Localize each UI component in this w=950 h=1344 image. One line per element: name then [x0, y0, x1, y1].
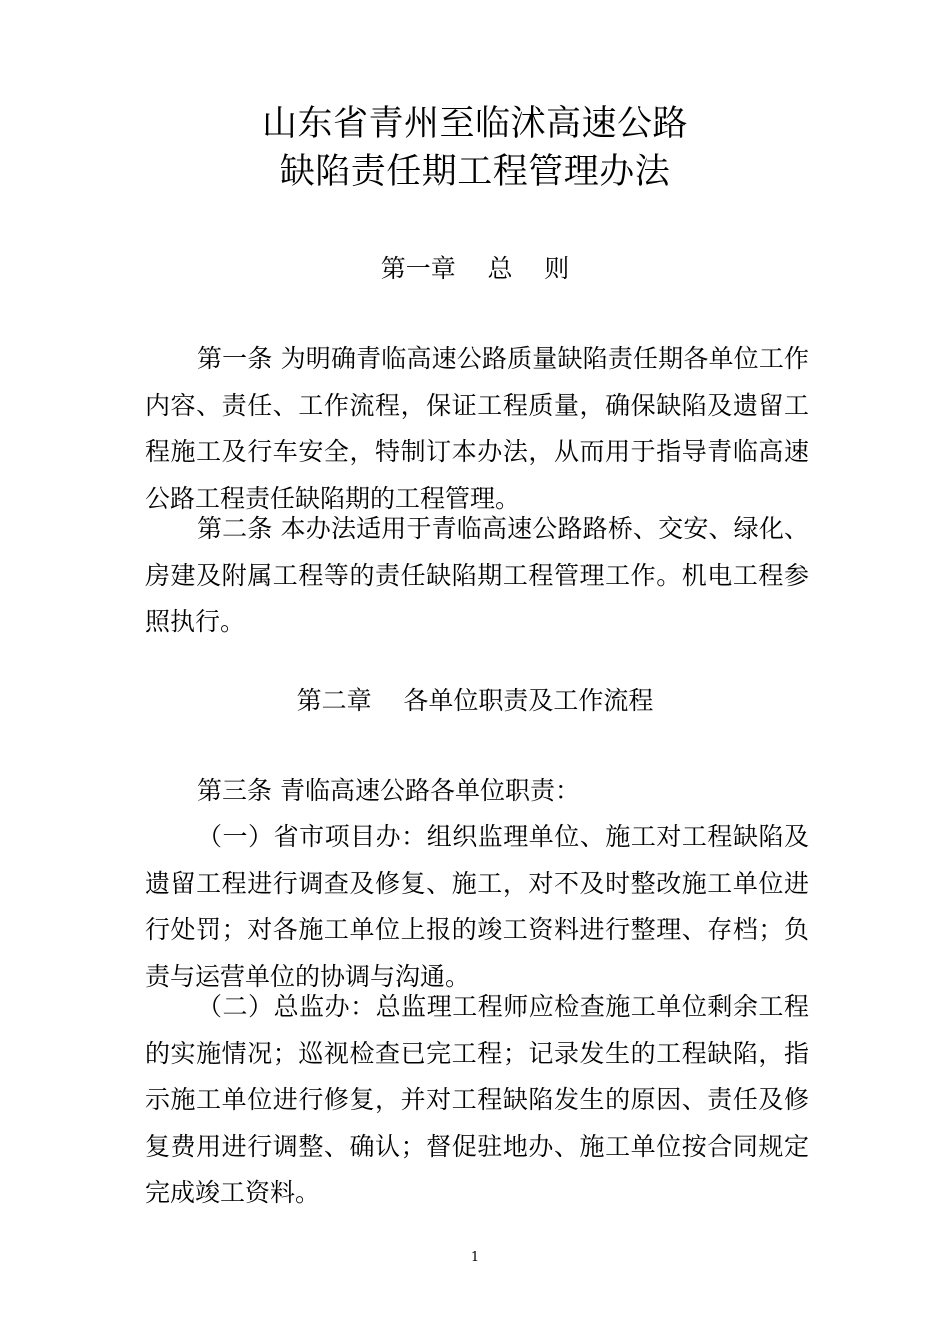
- article-3-paragraph: 第三条 青临高速公路各单位职责：: [197, 776, 580, 805]
- article-3-item-1: （一）省市项目办：组织监理单位、施工对工程缺陷及遗留工程进行调查及修复、施工，对不及时整改施工单位进行处罚；对各施工单位上报的竣工资料进行整理、存档；负责与运营单位的协调与沟通。: [145, 822, 809, 991]
- page-number: 1: [470, 1250, 480, 1265]
- article-1-paragraph: 第一条 为明确青临高速公路质量缺陷责任期各单位工作内容、责任、工作流程，保证工程质量，确保缺陷及遗留工程施工及行车安全，特制订本办法，从而用于指导青临高速公路工程责任缺陷期的工程管理。: [145, 344, 809, 513]
- chapter-heading-2: 第二章 各单位职责及工作流程: [296, 686, 654, 715]
- document-title-line-2: 缺陷责任期工程管理办法: [279, 152, 671, 192]
- article-3-item-2: （二）总监办：总监理工程师应检查施工单位剩余工程的实施情况；巡视检查已完工程；记录发生的工程缺陷，指示施工单位进行修复，并对工程缺陷发生的原因、责任及修复费用进行调整、确认；督促驻地办、施工单位按合同规定完成竣工资料。: [145, 992, 809, 1207]
- document-title-line-1: 山东省青州至临沭高速公路: [261, 104, 688, 144]
- chapter-heading-1: 第一章 总 则: [380, 254, 570, 283]
- article-2-paragraph: 第二条 本办法适用于青临高速公路路桥、交安、绿化、房建及附属工程等的责任缺陷期工程管理工作。机电工程参照执行。: [145, 514, 809, 636]
